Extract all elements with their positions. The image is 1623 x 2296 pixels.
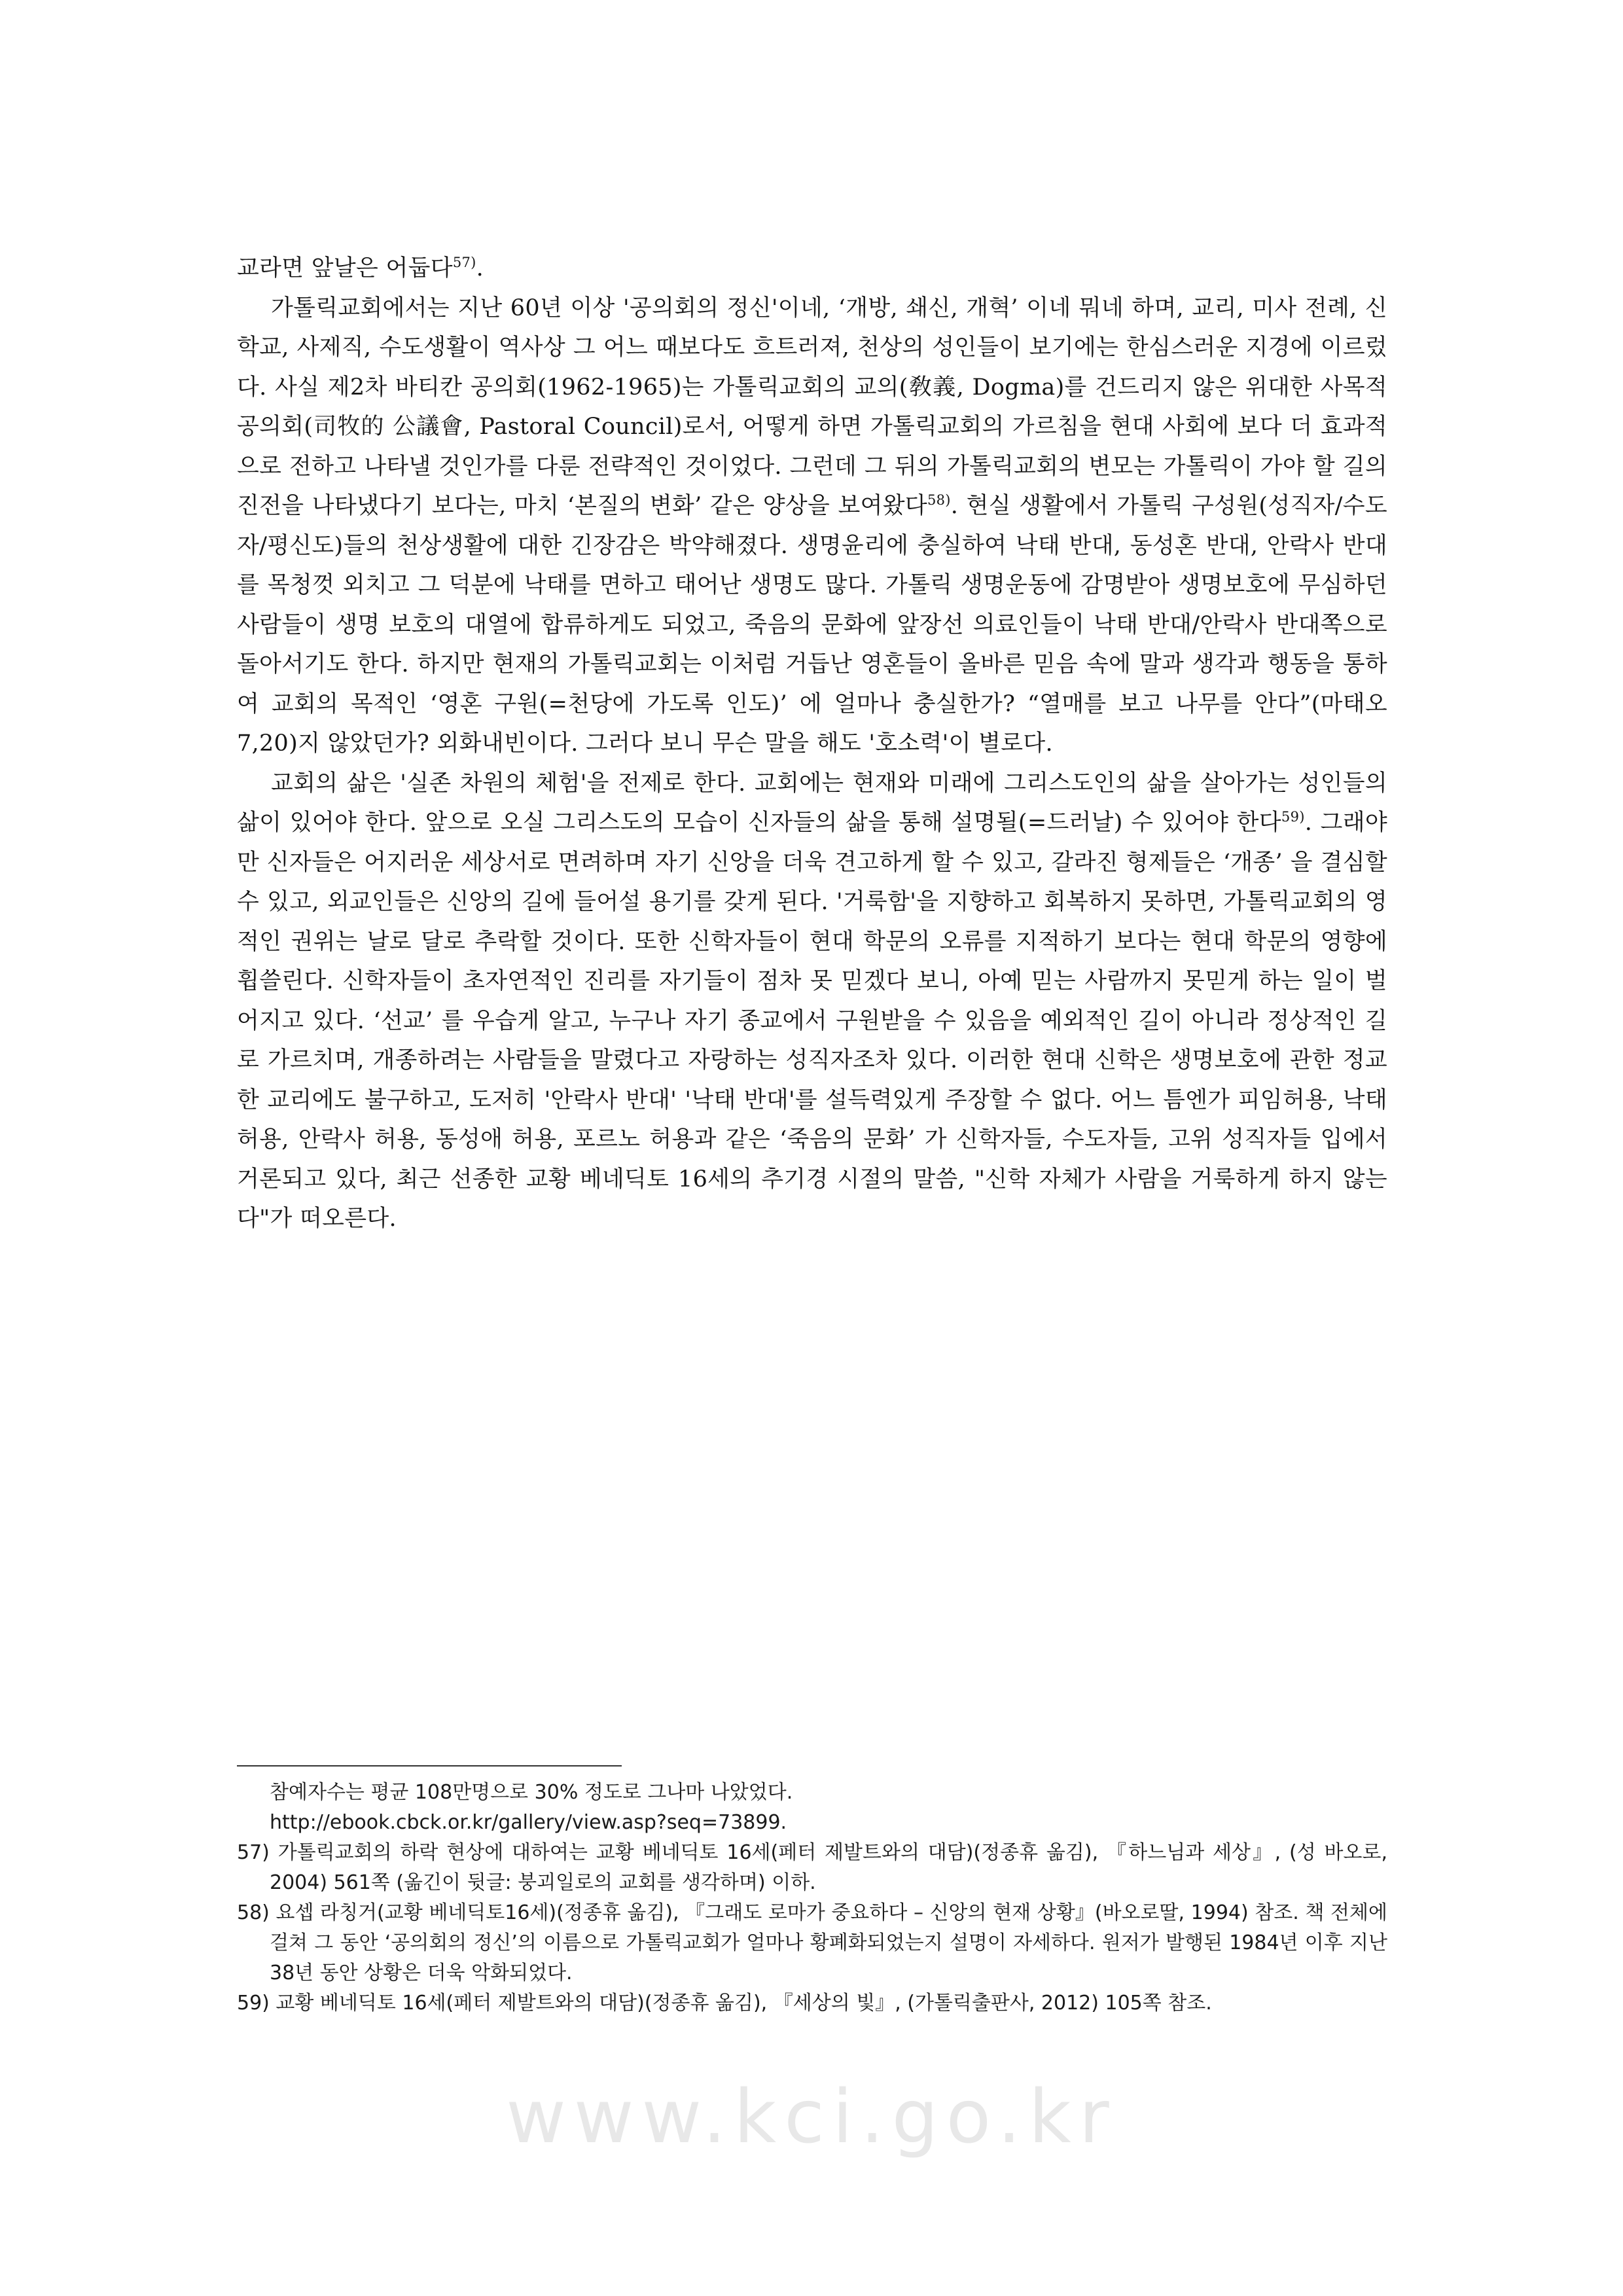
footnote-continuation-line-1: 참예자수는 평균 108만명으로 30% 정도로 그나마 나았었다.	[270, 1781, 793, 1804]
footnote-ref-57[interactable]: 57)	[452, 255, 476, 270]
body-text	[237, 249, 1387, 1239]
paragraph-0-text: 교라면 앞날은 어둡다	[237, 255, 453, 281]
footnote-59: 59) 교황 베네딕토 16세(페터 제발트와의 대담)(정종휴 옮김), 『세상의 빛』, (가톨릭출판사, 2012) 105쪽 참조.	[237, 1992, 1212, 2015]
footnote-continuation-url[interactable]: http://ebook.cbck.or.kr/gallery/view.asp?seq=73899.	[270, 1811, 787, 1834]
footnote-57: 57) 가톨릭교회의 하락 현상에 대하여는 교황 베네딕토 16세(페터 제발트와의 대담)(정종휴 옮김), 『하느님과 세상』, (성 바오로, 2004) 561쪽 (옮긴이 뒷글: 붕괴일로의 교회를 생각하며) 이하.	[237, 1841, 1387, 1894]
paragraph-2-text-a: 교회의 삶은 '실존 차원의 체험'을 전제로 한다. 교회에는 현재와 미래에 그리스도인의 삶을 살아가는 성인들의 삶이 있어야 한다. 앞으로 오실 그리스도의 모습이 신자들의 삶을 통해 설명될(=드러날) 수 있어야 한다	[237, 770, 1387, 836]
footnote-58: 58) 요셉 라칭거(교황 베네딕토16세)(정종휴 옮김), 『그래도 로마가 중요하다 – 신앙의 현재 상황』(바오로딸, 1994) 참조. 책 전체에 걸쳐 그 동안 ‘공의회의 정신’의 이름으로 가톨릭교회가 얼마나 황폐화되었는지 설명이 자세하다. 원저가 발행된 1984년 이후 지난 38년 동안 상황은 더욱 악화되었다.	[237, 1901, 1387, 1984]
paragraph-1	[237, 289, 1387, 764]
footnotes	[237, 1778, 1387, 2018]
paragraph-1-text-b: . 현실 생활에서 가톨릭 구성원(성직자/수도자/평신도)들의 천상생활에 대한 긴장감은 박약해졌다. 생명윤리에 충실하여 낙태 반대, 동성혼 반대, 안락사 반대를 목청껏 외치고 그 덕분에 낙태를 면하고 태어난 생명도 많다. 가톨릭 생명운동에 감명받아 생명보호에 무심하던 사람들이 생명 보호의 대열에 합류하게도 되었고, 죽음의 문화에 앞장선 의료인들이 낙태 반대/안락사 반대쪽으로 돌아서기도 한다. 하지만 현재의 가톨릭교회는 이처럼 거듭난 영혼들이 올바른 믿음 속에 말과 생각과 행동을 통하여 교회의 목적인 ‘영혼 구원(=천당에 가도록 인도)’ 에 얼마나 충실한가? “열매를 보고 나무를 안다”(마태오 7,20)지 않았던가? 외화내빈이다. 그러다 보니 무슨 말을 해도 '호소력'이 별로다.	[237, 493, 1387, 757]
paragraph-0-end: .	[476, 255, 484, 281]
paragraph-2-text-b: . 그래야만 신자들은 어지러운 세상서로 면려하며 자기 신앙을 더욱 견고하게 할 수 있고, 갈라진 형제들은 ‘개종’ 을 결심할 수 있고, 외교인들은 신앙의 길에 들어설 용기를 갖게 된다. '거룩함'을 지향하고 회복하지 못하면, 가톨릭교회의 영적인 권위는 날로 달로 추락할 것이다. 또한 신학자들이 현대 학문의 오류를 지적하기 보다는 현대 학문의 영향에 휩쓸린다. 신학자들이 초자연적인 진리를 자기들이 점차 못 믿겠다 보니, 아예 믿는 사람까지 못믿게 하는 일이 벌어지고 있다. ‘선교’ 를 우습게 알고, 누구나 자기 종교에서 구원받을 수 있음을 예외적인 길이 아니라 정상적인 길로 가르치며, 개종하려는 사람들을 말렸다고 자랑하는 성직자조차 있다. 이러한 현대 신학은 생명보호에 관한 정교한 교리에도 불구하고, 도저히 '안락사 반대' '낙태 반대'를 설득력있게 주장할 수 없다. 어느 틈엔가 피임허용, 낙태 허용, 안락사 허용, 동성애 허용, 포르노 허용과 같은 ‘죽음의 문화’ 가 신학자들, 수도자들, 고위 성직자들 입에서 거론되고 있다, 최근 선종한 교황 베네딕토 16세의 추기경 시절의 말씀, "신학 자체가 사람을 거룩하게 하지 않는다"가 떠오른다.	[237, 810, 1387, 1232]
footnote-divider	[237, 1765, 622, 1767]
paragraph-1-text-a: 가톨릭교회에서는 지난 60년 이상 '공의회의 정신'이네, ‘개방, 쇄신, 개혁’ 이네 뭐네 하며, 교리, 미사 전례, 신학교, 사제직, 수도생활이 역사상 그 어느 때보다도 흐트러져, 천상의 성인들이 보기에는 한심스러운 지경에 이르렀다. 사실 제2차 바티칸 공의회(1962-1965)는 가톨릭교회의 교의(敎義, Dogma)를 건드리지 않은 위대한 사목적 공의회(司牧的 公議會, Pastoral Council)로서, 어떻게 하면 가톨릭교회의 가르침을 현대 사회에 보다 더 효과적으로 전하고 나타낼 것인가를 다룬 전략적인 것이었다. 그런데 그 뒤의 가톨릭교회의 변모는 가톨릭이 가야 할 길의 진전을 나타냈다기 보다는, 마치 ‘본질의 변화’ 같은 양상을 보여왔다	[237, 295, 1387, 519]
footnote-ref-59[interactable]: 59)	[1281, 809, 1305, 825]
paragraph-2	[237, 764, 1387, 1239]
watermark: www.kci.go.kr	[506, 2075, 1117, 2160]
footnote-ref-58[interactable]: 58)	[927, 492, 951, 508]
paragraph-0	[237, 249, 1387, 289]
